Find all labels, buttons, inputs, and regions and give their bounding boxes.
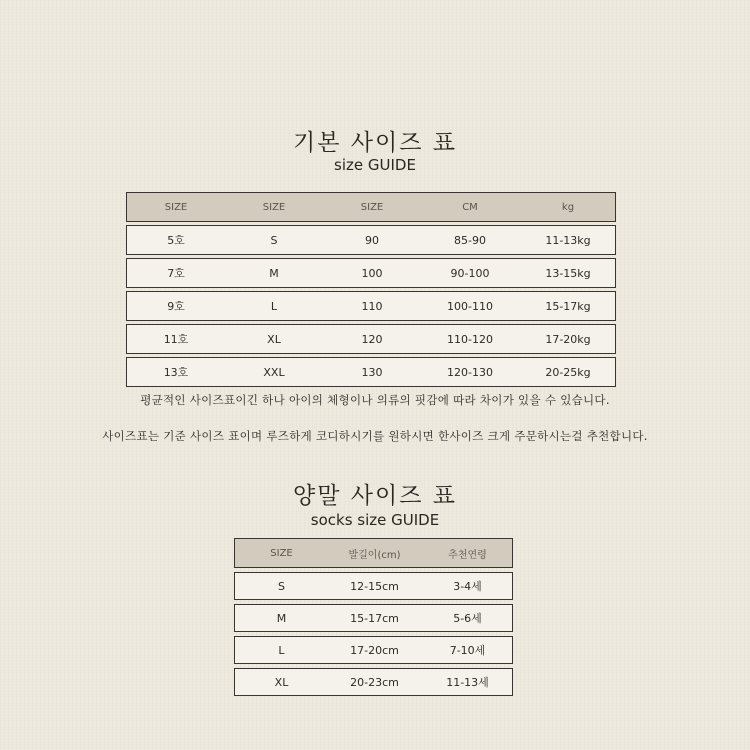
basic-cell-size-num: 100 [361,266,383,280]
socks-cell-age: 3-4세 [453,580,482,593]
basic-cell-size-kr: 13호 [163,366,189,379]
basic-header-cell: SIZE [164,201,188,213]
basic-cell-size: XXL [263,365,285,379]
socks-header-cell: SIZE [270,547,293,559]
socks-cell-age: 5-6세 [453,612,482,625]
socks-cell-foot-length: 12-15cm [350,579,399,593]
table-row [234,636,513,664]
table-row [234,572,513,600]
basic-header-cell: kg [561,201,575,213]
basic-cell-cm: 85-90 [454,233,486,247]
basic-header-cell: CM [462,201,478,213]
socks-size-subtitle: socks size GUIDE [310,511,440,529]
socks-cell-size: S [278,579,285,593]
basic-header-cell: SIZE [262,201,286,213]
basic-cell-kg: 15-17kg [545,299,591,313]
socks-cell-foot-length: 17-20cm [350,643,399,657]
basic-cell-kg: 13-15kg [545,266,591,280]
socks-header-cell: 발길이(cm) [348,549,401,561]
basic-size-subtitle: size GUIDE [334,156,416,174]
socks-size-table [234,538,513,696]
table-row [126,291,616,321]
basic-cell-size: S [270,233,278,247]
socks-cell-size: XL [274,675,289,689]
basic-cell-size-num: 110 [361,299,383,313]
socks-cell-age: 7-10세 [449,644,486,657]
table-row [126,258,616,288]
table-row [126,225,616,255]
basic-cell-size-kr: 7호 [167,267,185,280]
basic-cell-size-kr: 11호 [163,333,189,346]
socks-cell-foot-length: 15-17cm [350,611,399,625]
basic-cell-size: M [269,266,279,280]
socks-cell-size: L [278,643,285,657]
socks-header-cell: 추천연령 [448,549,487,561]
basic-cell-size-kr: 9호 [167,300,185,313]
basic-cell-cm: 100-110 [447,299,493,313]
basic-cell-kg: 20-25kg [545,365,591,379]
size-note-average: 평균적인 사이즈표이긴 하나 아이의 체형이나 의류의 핏감에 따라 차이가 있을 수 있습니다. [140,393,610,407]
basic-cell-cm: 90-100 [450,266,490,280]
socks-cell-age: 11-13세 [446,676,489,689]
basic-cell-size: XL [267,332,281,346]
basic-cell-kg: 17-20kg [545,332,591,346]
basic-cell-size: L [270,299,278,313]
table-row [126,357,616,387]
socks-cell-foot-length: 20-23cm [350,675,399,689]
socks-table-header [234,538,513,568]
basic-header-cell: SIZE [360,201,384,213]
basic-cell-size-num: 120 [361,332,383,346]
socks-size-title: 양말 사이즈 표 [293,483,457,509]
basic-cell-size-num: 90 [365,233,379,247]
basic-size-title: 기본 사이즈 표 [293,130,457,156]
table-row [234,604,513,632]
socks-cell-size: M [276,611,287,625]
size-note-recommend: 사이즈표는 기준 사이즈 표이며 루즈하게 코디하시기를 원하시면 한사이즈 크게 주문하시는걸 추천합니다. [102,429,648,443]
basic-table-header [126,192,616,222]
basic-cell-kg: 11-13kg [545,233,591,247]
basic-cell-size-num: 130 [361,365,383,379]
table-row [126,324,616,354]
basic-cell-cm: 110-120 [447,332,493,346]
table-row [234,668,513,696]
basic-cell-size-kr: 5호 [167,234,185,247]
basic-cell-cm: 120-130 [447,365,493,379]
basic-size-table [126,192,616,387]
